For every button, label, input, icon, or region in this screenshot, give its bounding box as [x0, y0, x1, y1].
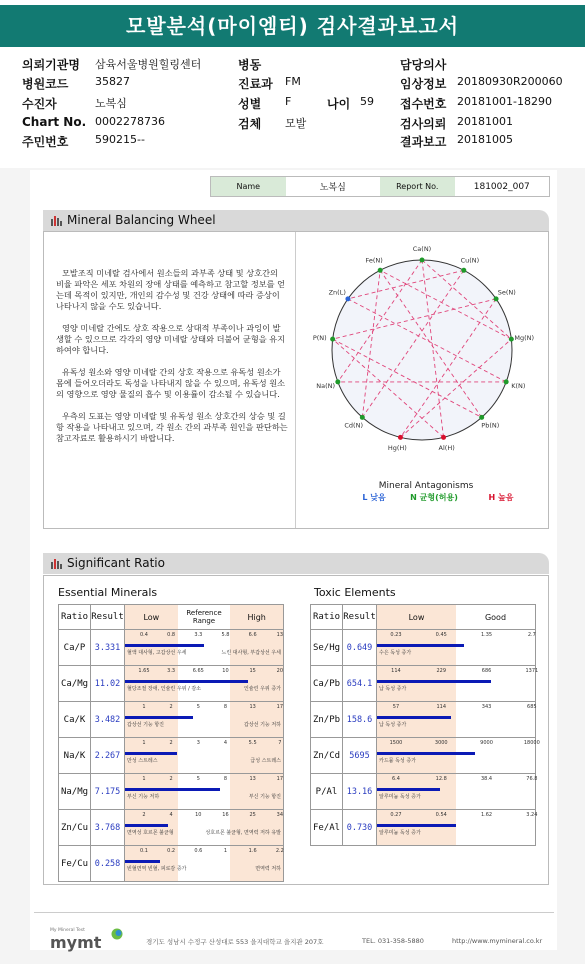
id-value: 590215--: [95, 133, 145, 146]
name-value: 노복심: [319, 183, 346, 193]
antagonism-title: Mineral Antagonisms: [378, 481, 474, 491]
range-shading: [125, 810, 283, 845]
tick-label: 3.24: [526, 812, 538, 818]
element-label: Zn(L): [328, 288, 346, 297]
ratio-row: [311, 630, 536, 666]
note-high: 성호르몬 불균형, 면역력 저하 유발: [205, 830, 281, 836]
report-no-value: 181002_007: [473, 181, 530, 192]
range-shading: [125, 630, 283, 665]
ratio-result: 0.258: [91, 846, 125, 882]
clin-value: 20180930R200060: [457, 75, 563, 88]
tick-label: 0.54: [435, 812, 447, 818]
ratio-bar-cell: [125, 666, 284, 702]
note-low: 알루미늄 독성 증가: [379, 794, 421, 800]
ratio-result: 654.1: [343, 666, 377, 702]
essential-table: [58, 604, 284, 882]
ratio-result: 13.16: [343, 774, 377, 810]
element-node: [420, 258, 425, 263]
ratio-result: 158.6: [343, 702, 377, 738]
code-label: 병원코드: [22, 77, 69, 91]
col-low: Low: [125, 605, 178, 629]
address: 경기도 성남시 수정구 산성대로 553 을지대학교 을지관 207호: [146, 938, 324, 946]
wheel-description: [56, 268, 288, 455]
ratio-bar-cell: [125, 846, 284, 882]
col-range: [125, 605, 284, 630]
note-low: 면역성 호르몬 불균형: [127, 830, 174, 836]
tick-label: 34: [276, 812, 284, 818]
element-label: Pb(N): [481, 421, 500, 430]
tick-label: 2.7: [527, 632, 536, 638]
note-high: 부신 기능 항진: [248, 794, 281, 800]
element-label: Hg(H): [387, 444, 407, 453]
element-node: [479, 415, 484, 420]
name-bar: [210, 176, 550, 197]
wheel-circle: [332, 260, 512, 440]
tick-label: 114: [391, 668, 401, 674]
tick-label: 4: [169, 812, 173, 818]
range-shading: [125, 774, 283, 809]
desc-paragraph: 모발조직 미네랄 검사에서 원소들의 과부족 상태 및 상호간의 비율 파악은 세포 차원의 장애 상태를 예측하고 참고할 정보를 얻는데 목적이 있지만, 개인의 감수성 및 건강 상태에 따라 증상이 나타나지 않을 수도 있습니다.: [56, 268, 286, 311]
recno-label: 접수번호: [400, 97, 447, 111]
ratio-bar-cell: [377, 738, 540, 774]
col-ratio: Ratio: [311, 605, 343, 630]
desc-paragraph: 영양 미네랄 간에도 상호 작용으로 상대적 부족이나 과잉이 발생할 수 있으므로 각각의 영양 미네랄 상태와 더불어 균형을 유지하여야 합니다.: [56, 323, 286, 355]
legend-item: L 낮음: [362, 493, 386, 502]
ratio-bar-cell: [125, 774, 284, 810]
tick-label: 685: [527, 704, 537, 710]
col-range: [377, 605, 536, 630]
sample-value: 모발: [285, 117, 307, 130]
sex-label: 성별: [238, 97, 262, 111]
ratio-result: 3.331: [91, 630, 125, 666]
ratio-bar: [125, 680, 248, 683]
tick-label: 1500: [389, 740, 403, 746]
brand-logo: mymt: [50, 933, 102, 952]
website: http://www.mymineral.co.kr: [452, 937, 543, 945]
inst-value: 삼육서울병원힐링센터: [95, 58, 202, 71]
tick-label: 3: [196, 740, 200, 746]
ratio-bar: [125, 716, 193, 719]
note-high: 급성 스트레스: [250, 758, 281, 764]
wheel-box: [43, 231, 549, 529]
ratio-label: Zn/Cu: [59, 810, 91, 846]
desc-paragraph: 우측의 도표는 영양 미네랄 및 유독성 원소 상호간의 상승 및 길항 작용을 나타내고 있으며, 각 원소 간의 과부족 원인을 판단하는 참고자료로 활용하시기 바랍니다.: [56, 411, 288, 443]
element-label: K(N): [511, 381, 526, 390]
note-low: 알루미늄 독성 증가: [379, 830, 421, 836]
tick-label: 3.3: [167, 668, 176, 674]
element-label: Cd(N): [344, 421, 364, 430]
ratio-label: Fe/Cu: [59, 846, 91, 882]
ratio-bar-cell: [125, 630, 284, 666]
element-label: P(N): [312, 333, 327, 342]
note-low: 부신 기능 저하: [127, 794, 160, 800]
ratio-label: Zn/Cd: [311, 738, 343, 774]
tick-label: 13: [249, 776, 256, 782]
recno-value: 20181001-18290: [457, 95, 552, 108]
sample-label: 검체: [238, 117, 262, 131]
wheel-section-title: Mineral Balancing Wheel: [67, 213, 216, 227]
recv-value: 노복심: [95, 97, 127, 110]
tick-label: 1.62: [480, 812, 493, 818]
tick-label: 343: [481, 704, 492, 710]
sex-value: F: [285, 95, 292, 108]
mineral-wheel: [296, 232, 548, 528]
ratio-label: P/Al: [311, 774, 343, 810]
element-node: [398, 435, 403, 440]
ratio-bar-cell: [125, 738, 284, 774]
tick-label: 8: [223, 704, 228, 710]
element-label: Cu(N): [460, 256, 480, 265]
ratio-bar: [125, 644, 204, 647]
note-low: 만성 스트레스: [127, 758, 158, 764]
element-node: [441, 435, 446, 440]
tick-label: 57: [392, 704, 400, 710]
code-value: 35827: [95, 75, 130, 88]
tick-label: 17: [276, 776, 284, 782]
ratio-row: [311, 774, 536, 810]
element-node: [494, 296, 499, 301]
ratio-result: 11.02: [91, 666, 125, 702]
col-good: Good: [484, 612, 507, 622]
note-high: 인슐린 우위 증가: [244, 686, 281, 692]
col-low: Low: [377, 605, 456, 629]
inst-label: 의뢰기관명: [22, 58, 80, 72]
tick-label: 0.1: [139, 848, 148, 854]
ratio-bar-cell: [125, 810, 284, 846]
tick-label: 686: [481, 668, 492, 674]
tick-label: 5.5: [248, 740, 257, 746]
ratio-bar-cell: [377, 702, 536, 738]
ratio-row: [59, 774, 284, 810]
ratio-result: 0.649: [343, 630, 377, 666]
ratio-result: 3.768: [91, 810, 125, 846]
ratio-row: [59, 666, 284, 702]
age-value: 59: [360, 95, 374, 108]
req-label: 검사의뢰: [400, 117, 447, 131]
ratio-result: 3.482: [91, 702, 125, 738]
element-node: [360, 415, 365, 420]
note-low: 갑상선 기능 항진: [127, 722, 164, 728]
tick-label: 2: [169, 704, 173, 710]
range-shading: [125, 702, 283, 737]
toxic-title: Toxic Elements: [314, 586, 396, 599]
ratio-row: [311, 666, 536, 702]
ratio-label: Se/Hg: [311, 630, 343, 666]
report-title: 모발분석(마이엠티) 검사결과보고서: [0, 5, 585, 47]
tick-label: 1371: [525, 668, 539, 674]
element-node: [335, 379, 340, 384]
brand-small: My Mineral Test: [50, 928, 85, 933]
ratio-row: [59, 702, 284, 738]
rep-label: 결과보고: [400, 135, 447, 149]
tick-label: 12.8: [435, 776, 447, 782]
ratio-bar-cell: [377, 774, 536, 810]
ratio-bar-cell: [377, 630, 536, 666]
ratio-label: Na/Mg: [59, 774, 91, 810]
tick-label: 17: [276, 704, 284, 710]
essential-title: Essential Minerals: [58, 586, 158, 599]
ratio-bar: [377, 788, 440, 791]
bar-chart-icon: [51, 558, 63, 569]
tick-label: 2: [169, 740, 173, 746]
tick-label: 6.4: [391, 776, 400, 782]
tick-label: 4: [223, 740, 228, 746]
tick-label: 0.4: [139, 632, 148, 638]
tick-label: 229: [436, 668, 447, 674]
element-node: [378, 268, 383, 273]
tick-label: 5.8: [221, 632, 230, 638]
ratio-section-title: Significant Ratio: [67, 556, 165, 570]
chart-value: 0002278736: [95, 115, 165, 128]
ratio-bar: [377, 752, 475, 755]
element-label: Na(N): [316, 381, 336, 390]
tick-label: 0.27: [390, 812, 402, 818]
toxic-table: [310, 604, 540, 846]
name-label: Name: [211, 177, 286, 196]
ratio-row: [59, 846, 284, 882]
note-high: 갑상선 기능 저하: [244, 722, 281, 728]
tick-label: 2: [169, 776, 173, 782]
note-high: 느린 대사형, 부갑상선 우세: [221, 650, 281, 656]
tel: TEL. 031-358-5880: [362, 937, 424, 945]
footer-divider: [34, 912, 554, 913]
tick-label: 38.4: [480, 776, 493, 782]
ratio-result: 0.730: [343, 810, 377, 846]
tick-label: 0.8: [167, 632, 176, 638]
note-low: 혈당조절 장애, 인슐린 우위 / 감소: [127, 686, 202, 692]
tick-label: 9000: [480, 740, 493, 746]
tick-label: 3000: [434, 740, 448, 746]
tick-label: 6.6: [248, 632, 257, 638]
range-shading: [377, 774, 538, 809]
ratio-bar: [125, 788, 220, 791]
tick-label: 2: [142, 812, 146, 818]
tick-label: 0.23: [390, 632, 402, 638]
req-value: 20181001: [457, 115, 513, 128]
dept-label: 진료과: [238, 77, 273, 91]
tick-label: 114: [436, 704, 447, 710]
range-shading: [377, 702, 535, 737]
tick-label: 13: [276, 632, 284, 638]
clin-label: 임상정보: [400, 77, 447, 91]
col-result: Result: [91, 605, 125, 630]
tick-label: 10: [222, 668, 229, 674]
ratio-row: [59, 738, 284, 774]
tick-label: 1.35: [480, 632, 493, 638]
legend-item: N 균형(허용): [410, 493, 458, 502]
ratio-row: [59, 630, 284, 666]
tick-label: 2.2: [275, 848, 284, 854]
ratio-bar-cell: [377, 810, 536, 846]
element-label: Se(N): [497, 288, 516, 297]
chart-label: Chart No.: [22, 115, 87, 129]
recv-label: 수진자: [22, 97, 57, 111]
ratio-label: Ca/P: [59, 630, 91, 666]
note-low: 납 독성 증가: [379, 722, 407, 728]
element-node: [461, 268, 466, 273]
element-label: Ca(N): [412, 245, 432, 253]
ratio-row: [311, 738, 536, 774]
tick-label: 0.45: [435, 632, 447, 638]
ratio-row: [311, 702, 536, 738]
element-node: [504, 379, 509, 384]
bar-chart-icon: [51, 215, 63, 226]
tick-label: 1: [142, 776, 146, 782]
ratio-label: Na/K: [59, 738, 91, 774]
note-low: 혈액 대사형, 고갑상선 우세: [127, 650, 187, 656]
note-high: 면역력 저하: [255, 866, 281, 872]
tick-label: 0.2: [167, 848, 176, 854]
element-node: [345, 296, 350, 301]
tick-label: 5: [196, 776, 200, 782]
ratio-label: Ca/Mg: [59, 666, 91, 702]
note-low: 카드뮴 독성 증가: [379, 758, 416, 764]
tick-label: 25: [249, 812, 256, 818]
element-label: Mg(N): [514, 333, 535, 342]
tick-label: 1: [223, 848, 228, 854]
tick-label: 6.65: [192, 668, 204, 674]
rep-value: 20181005: [457, 133, 513, 146]
ratio-label: Zn/Pb: [311, 702, 343, 738]
ratio-label: Ca/Pb: [311, 666, 343, 702]
footer: [0, 915, 585, 952]
range-shading: [125, 846, 283, 881]
ratio-bar: [377, 824, 456, 827]
ratio-result: 7.175: [91, 774, 125, 810]
tick-label: 7: [278, 740, 282, 746]
age-label: 나이: [327, 97, 351, 111]
tick-label: 76.8: [526, 776, 538, 782]
ratio-bar-cell: [125, 702, 284, 738]
tick-label: 8: [223, 776, 228, 782]
wheel-section-header: [43, 210, 549, 231]
col-ratio: Ratio: [59, 605, 91, 630]
ratio-label: Ca/K: [59, 702, 91, 738]
note-low: 납 독성 증가: [379, 686, 407, 692]
ratio-bar: [377, 680, 491, 683]
col-ref: Reference Range: [186, 609, 222, 625]
element-node: [330, 337, 335, 342]
dept-value: FM: [285, 75, 301, 88]
ratio-bar: [125, 860, 160, 863]
ratio-bar: [125, 824, 168, 827]
ratio-result: 5695: [343, 738, 377, 774]
element-label: Al(H): [438, 444, 455, 453]
tick-label: 1: [142, 740, 146, 746]
tick-label: 13: [249, 704, 256, 710]
ratio-bar: [125, 752, 177, 755]
legend-item: H 높음: [488, 493, 514, 502]
tick-label: 5: [196, 704, 200, 710]
range-shading: [125, 738, 283, 773]
ward-label: 병동: [238, 58, 262, 72]
ratio-label: Fe/Al: [311, 810, 343, 846]
ratio-section-header: [43, 553, 549, 574]
note-low: 빈혈면역 빈혈, 피로감 증가: [127, 866, 187, 872]
id-label: 주민번호: [22, 135, 69, 149]
ratio-row: [311, 810, 536, 846]
report-no-label: Report No.: [380, 177, 455, 196]
ratio-bar: [377, 644, 464, 647]
tick-label: 0.6: [194, 848, 203, 854]
ratio-result: 2.267: [91, 738, 125, 774]
element-node: [509, 337, 514, 342]
tick-label: 20: [276, 668, 284, 674]
tick-label: 15: [249, 668, 256, 674]
logo-icon: [111, 928, 123, 940]
col-high: High: [230, 605, 283, 629]
col-result: Result: [343, 605, 377, 630]
ratio-row: [59, 810, 284, 846]
tick-label: 16: [222, 812, 229, 818]
ratio-box: [43, 575, 549, 885]
tick-label: 1.65: [138, 668, 150, 674]
desc-paragraph: 유독성 원소와 영양 미네랄 간의 상호 작용으로 유독성 원소가 몸에 들어오더라도 독성을 나타내지 않을 수 있으며, 유독성 원소의 영향으로 영양 물질의 흡수 및 이용률이 감소될 수 있습니다.: [56, 367, 286, 399]
tick-label: 10: [195, 812, 202, 818]
note-low: 수은 독성 증가: [379, 650, 412, 656]
tick-label: 3.3: [194, 632, 203, 638]
tick-label: 18000: [523, 740, 540, 746]
ratio-bar-cell: [377, 666, 539, 702]
tick-label: 1.6: [248, 848, 257, 854]
doctor-label: 담당의사: [400, 58, 447, 72]
element-label: Fe(N): [365, 256, 383, 265]
tick-label: 1: [142, 704, 146, 710]
ratio-bar: [377, 716, 451, 719]
